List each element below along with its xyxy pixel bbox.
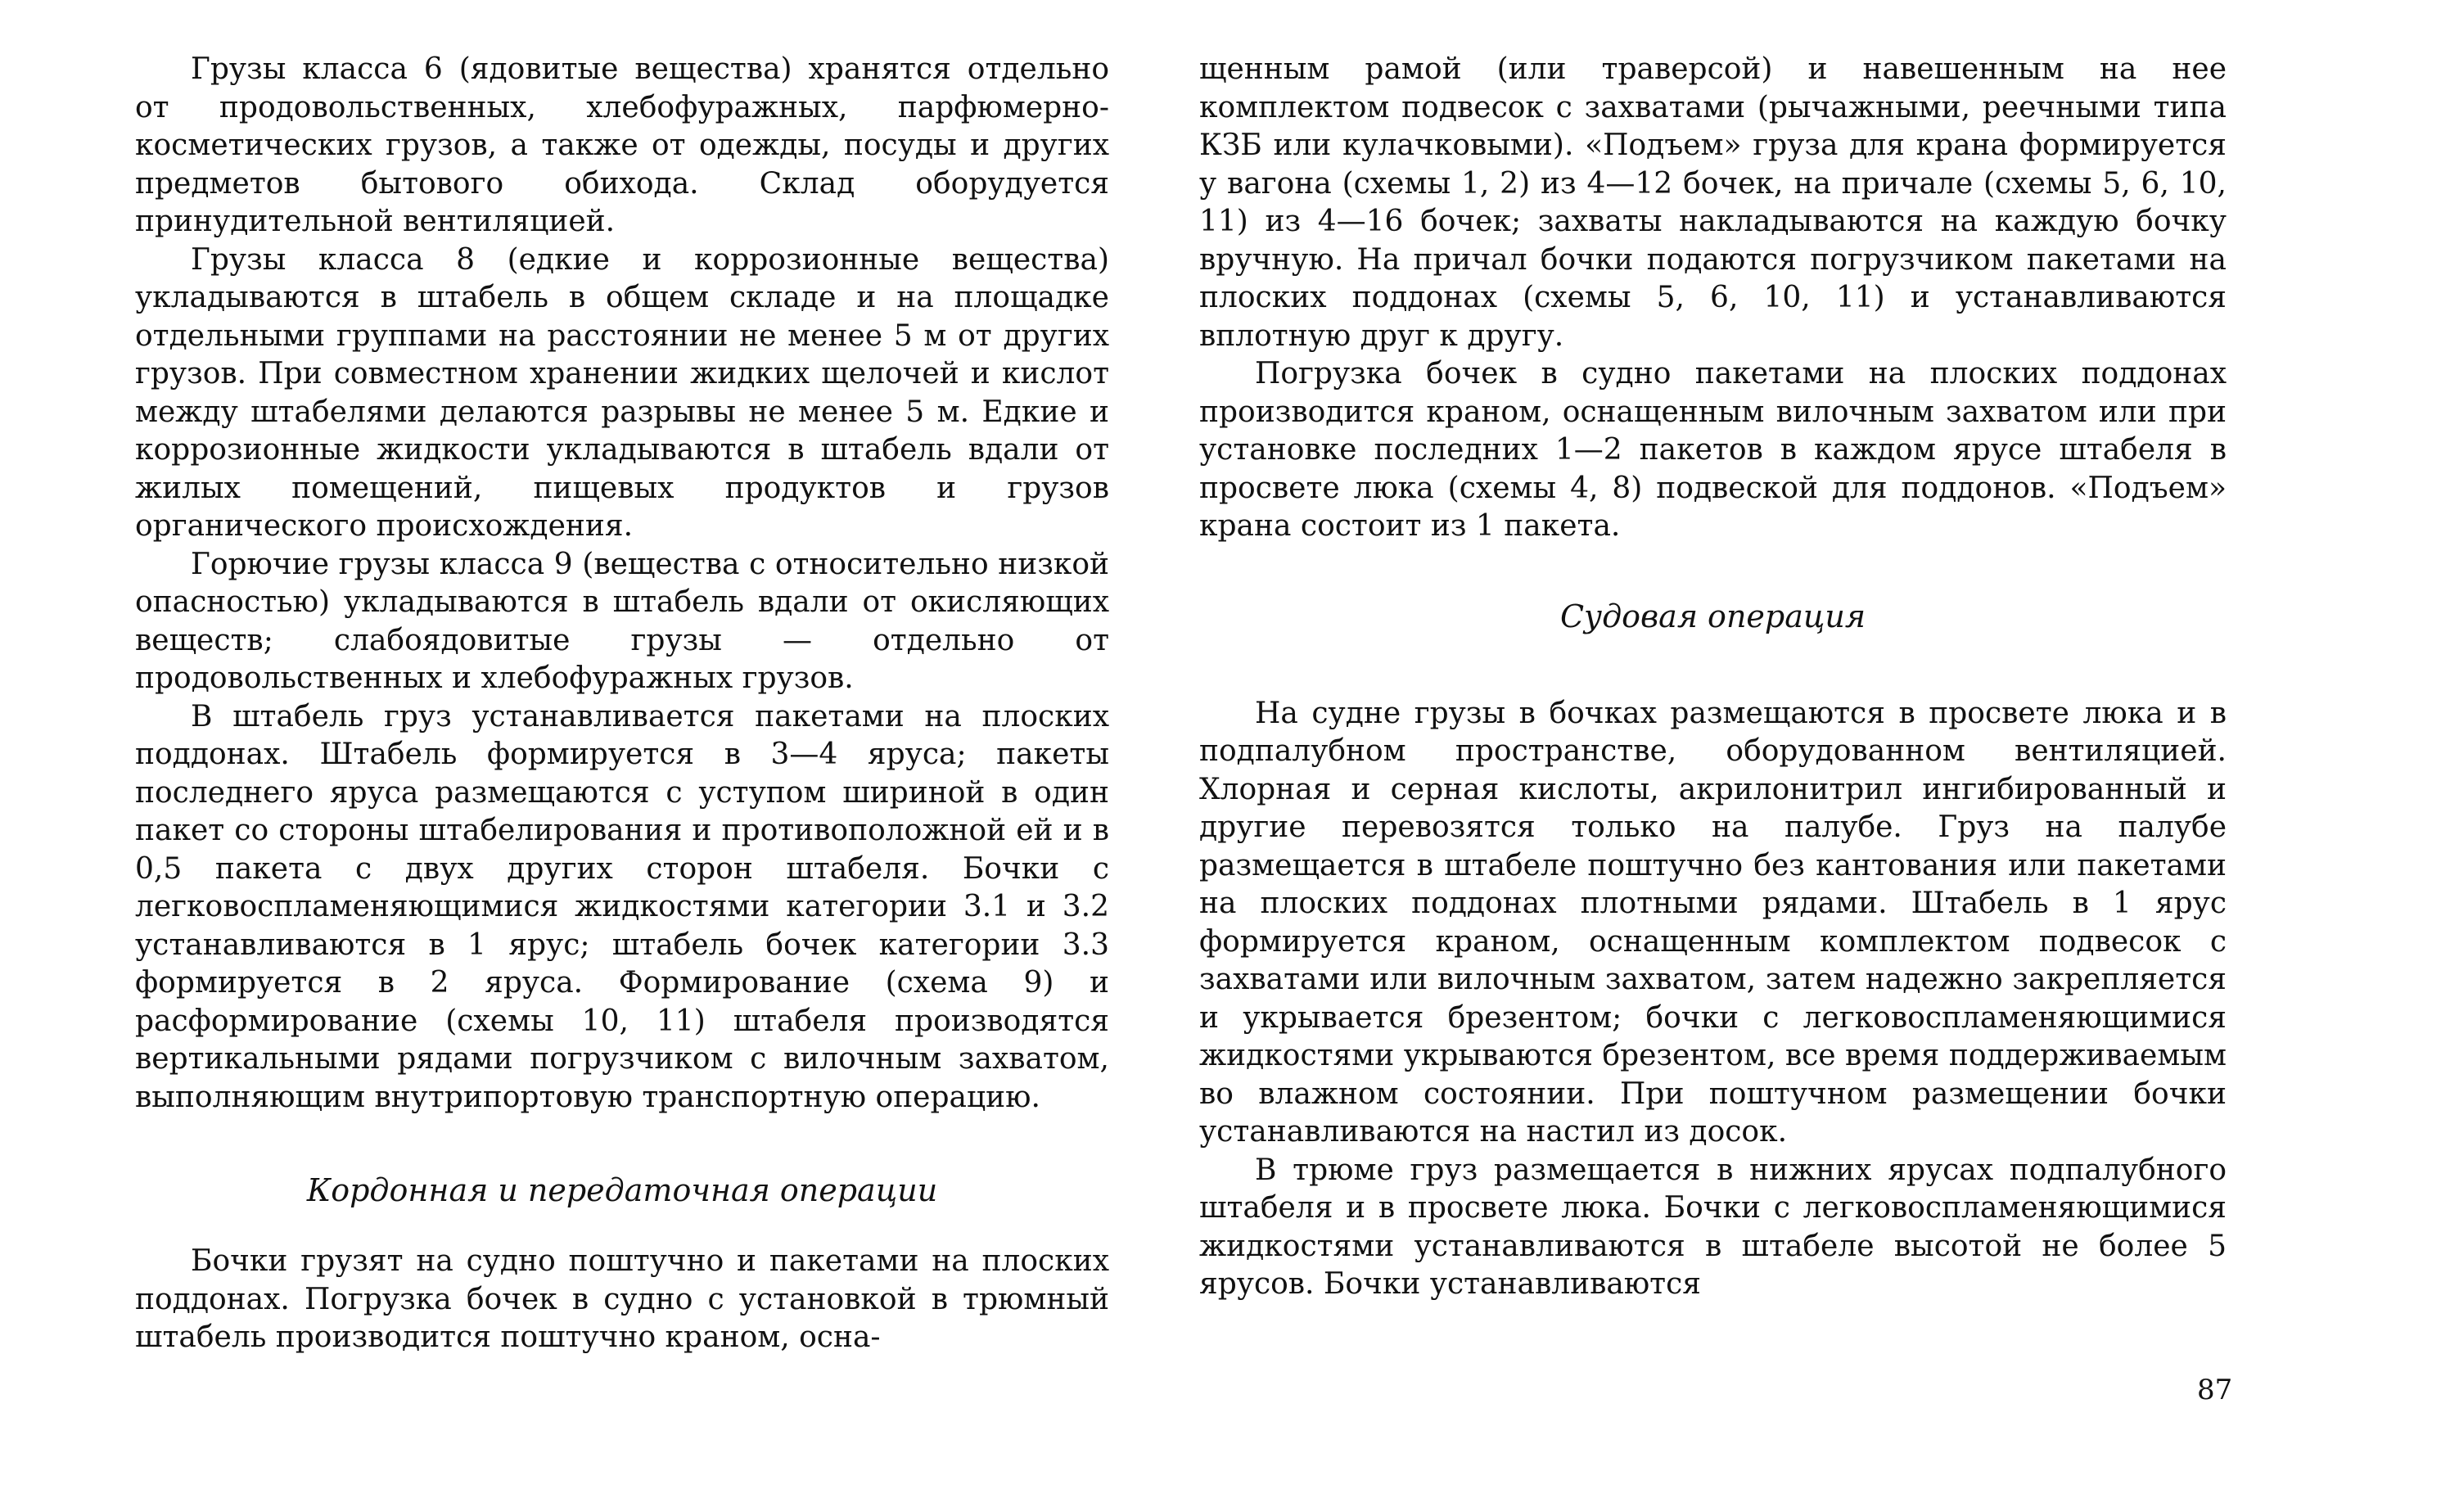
paragraph-barrels-loading: Бочки грузят на судно поштучно и пакетами на плоских поддонах. Погрузка бочек в судно с установкой в трюмный штабель производится поштучно краном, осна- — [135, 1244, 1109, 1354]
section-heading-ship-operation: Судовая операция — [1559, 598, 1866, 634]
right-page-column — [1199, 51, 2227, 1304]
paragraph-on-ship: На судне грузы в бочках размещаются в просвете люка и в подпалубном пространстве, оборудованном вентиляцией. Хлорная и серная кислоты, акрилонитрил ингибированный и другие перевозятся только на палубе. Груз на палубе размещается в штабеле поштучно без кантования или пакетами на плоских поддонах плотными рядами. Штабель в 1 ярус формируется краном, оснащенным комплектом подвесок с захватами или вилочным захватом, затем надежно закрепляется и укрывается брезентом; бочки с легковоспламеняющимися жидкостями укрываются брезентом, все время поддерживаемым во влажном состоянии. При поштучном размещении бочки устанавливаются на настил из досок. — [1199, 696, 2227, 1149]
paragraph-class-9: Горючие грузы класса 9 (вещества с относительно низкой опасностью) укладываются в штабель вдали от окисляющих веществ; слабоядовитые грузы — отдельно от продовольственных и хлебофуражных грузов. — [135, 547, 1109, 695]
paragraph-pallet-loading: Погрузка бочек в судно пакетами на плоских поддонах производится краном, оснащенным вилочным захватом или при установке последних 1—2 пакетов в каждом ярусе штабеля в просвете люка (схемы 4, 8) подвеской для поддонов. «Подъем» крана состоит из 1 пакета. — [1199, 357, 2227, 543]
paragraph-class-6: Грузы класса 6 (ядовитые вещества) хранятся отдельно от продовольственных, хлебофуражных, парфюмерно-косметических грузов, а также от одежды, посуды и других предметов бытового обихода. Склад оборудуется принудительной вентиляцией. — [135, 52, 1109, 238]
section-heading-cordon-transfer: Кордонная и передаточная операции — [306, 1172, 938, 1208]
paragraph-in-hold: В трюме груз размещается в нижних ярусах подпалубного штабеля и в просвете люка. Бочки с легковоспламеняющимися жидкостями устанавливаются в штабеле высотой не более 5 ярусов. Бочки устанавливаются — [1199, 1153, 2227, 1301]
paragraph-stacking: В штабель груз устанавливается пакетами на плоских поддонах. Штабель формируется в 3—4 яруса; пакеты последнего яруса размещаются с уступом шириной в один пакет со стороны штабелирования и противоположной ей и в 0,5 пакета с двух других сторон штабеля. Бочки с легковоспламеняющимися жидкостями категории 3.1 и 3.2 устанавливаются в 1 ярус; штабель бочек категории 3.3 формируется в 2 яруса. Формирование (схема 9) и расформирование (схемы 10, 11) штабеля производятся вертикальными рядами погрузчиком с вилочным захватом, выполняющим внутрипортовую транспортную операцию. — [135, 699, 1109, 1114]
page-number: 87 — [2197, 1374, 2233, 1406]
paragraph-continued-crane: щенным рамой (или траверсой) и навешенным на нее комплектом подвесок с захватами (рычажными, реечными типа КЗБ или кулачковыми). «Подъем» груза для крана формируется у вагона (схемы 1, 2) из 4—12 бочек, на причале (схемы 5, 6, 10, 11) из 4—16 бочек; захваты накладываются на каждую бочку вручную. На причал бочки подаются погрузчиком пакетами на плоских поддонах (схемы 5, 6, 10, 11) и устанавливаются вплотную друг к другу. — [1199, 52, 2227, 353]
paragraph-class-8: Грузы класса 8 (едкие и коррозионные вещества) укладываются в штабель в общем складе и на площадке отдельными группами на расстоянии не менее 5 м от других грузов. При совместном хранении жидких щелочей и кислот между штабелями делаются разрывы не менее 5 м. Едкие и коррозионные жидкости укладываются в штабель вдали от жилых помещений, пищевых продуктов и грузов органического происхождения. — [135, 242, 1109, 543]
left-page-column — [135, 51, 1109, 1357]
